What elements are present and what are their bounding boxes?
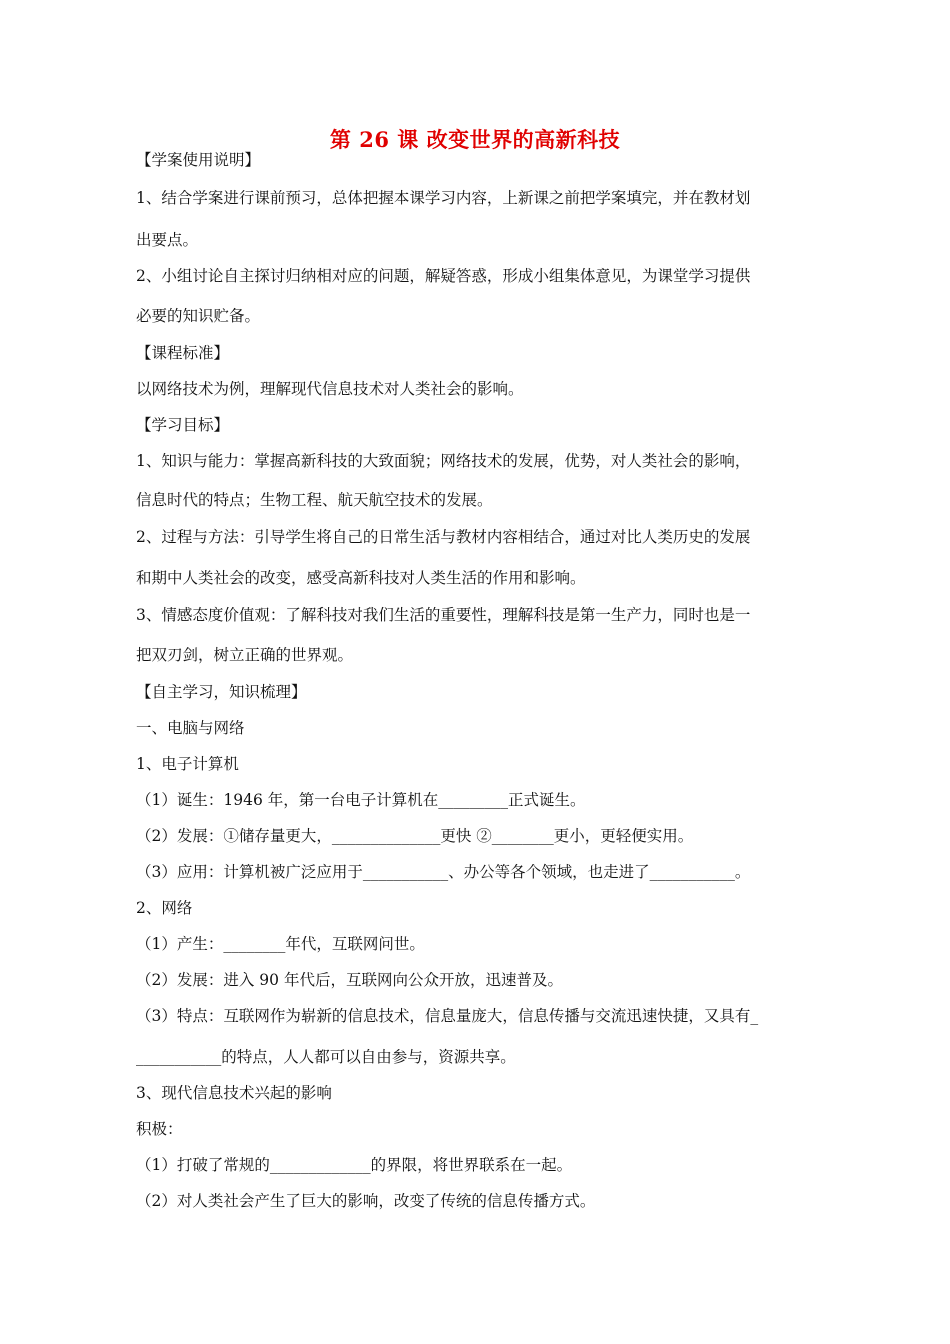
paragraph-line: （2）发展：进入 90 年代后，互联网向公众开放，迅速普及。 [136,971,563,989]
page-title: 第 26 课 改变世界的高新科技 [329,127,621,152]
paragraph-line: 积极： [136,1120,183,1138]
subheading-line: 3、现代信息技术兴起的影响 [136,1084,332,1102]
fill-in-line: （1）产生：________年代，互联网问世。 [136,935,425,953]
paragraph-line: 把双刃剑，树立正确的世界观。 [136,646,354,664]
section-heading-self-study: 【自主学习，知识梳理】 [136,683,307,701]
paragraph-line: （2）对人类社会产生了巨大的影响，改变了传统的信息传播方式。 [136,1192,596,1210]
fill-in-line: （1）打破了常规的_____________的界限，将世界联系在一起。 [136,1156,573,1174]
paragraph-line: 1、知识与能力：掌握高新科技的大致面貌；网络技术的发展，优势，对人类社会的影响， [136,452,751,470]
paragraph-line: 2、过程与方法：引导学生将自己的日常生活与教材内容相结合，通过对比人类历史的发展 [136,528,751,546]
subheading-line: 1、电子计算机 [136,755,239,773]
section-heading-standard: 【课程标准】 [136,344,230,362]
paragraph-line: 必要的知识贮备。 [136,307,261,325]
fill-in-line: ___________的特点，人人都可以自由参与，资源共享。 [136,1048,516,1066]
section-heading-goals: 【学习目标】 [136,416,230,434]
paragraph-line: 2、小组讨论自主探讨归纳相对应的问题，解疑答惑，形成小组集体意见，为课堂学习提供 [136,267,751,285]
paragraph-line: 出要点。 [136,231,199,249]
paragraph-line: 信息时代的特点；生物工程、航天航空技术的发展。 [136,491,493,509]
fill-in-line: （3）应用：计算机被广泛应用于___________、办公等各个领域，也走进了___________。 [136,863,751,881]
paragraph-line: 和期中人类社会的改变，感受高新科技对人类生活的作用和影响。 [136,569,586,587]
fill-in-line: （3）特点：互联网作为崭新的信息技术，信息量庞大，信息传播与交流迅速快捷，又具有_ [136,1007,759,1025]
paragraph-line: 1、结合学案进行课前预习，总体把握本课学习内容，上新课之前把学案填完，并在教材划 [136,189,751,207]
fill-in-line: （2）发展：①储存量更大，______________更快 ②________更小，更轻便实用。 [136,827,694,845]
paragraph-line: 以网络技术为例，理解现代信息技术对人类社会的影响。 [136,380,524,398]
paragraph-line: 3、情感态度价值观：了解科技对我们生活的重要性，理解科技是第一生产力，同时也是一 [136,606,751,624]
fill-in-line: （1）诞生：1946 年，第一台电子计算机在_________正式诞生。 [136,791,586,809]
subheading-line: 2、网络 [136,899,193,917]
section-heading-usage: 【学案使用说明】 [136,151,261,169]
subheading-line: 一、电脑与网络 [136,719,245,737]
